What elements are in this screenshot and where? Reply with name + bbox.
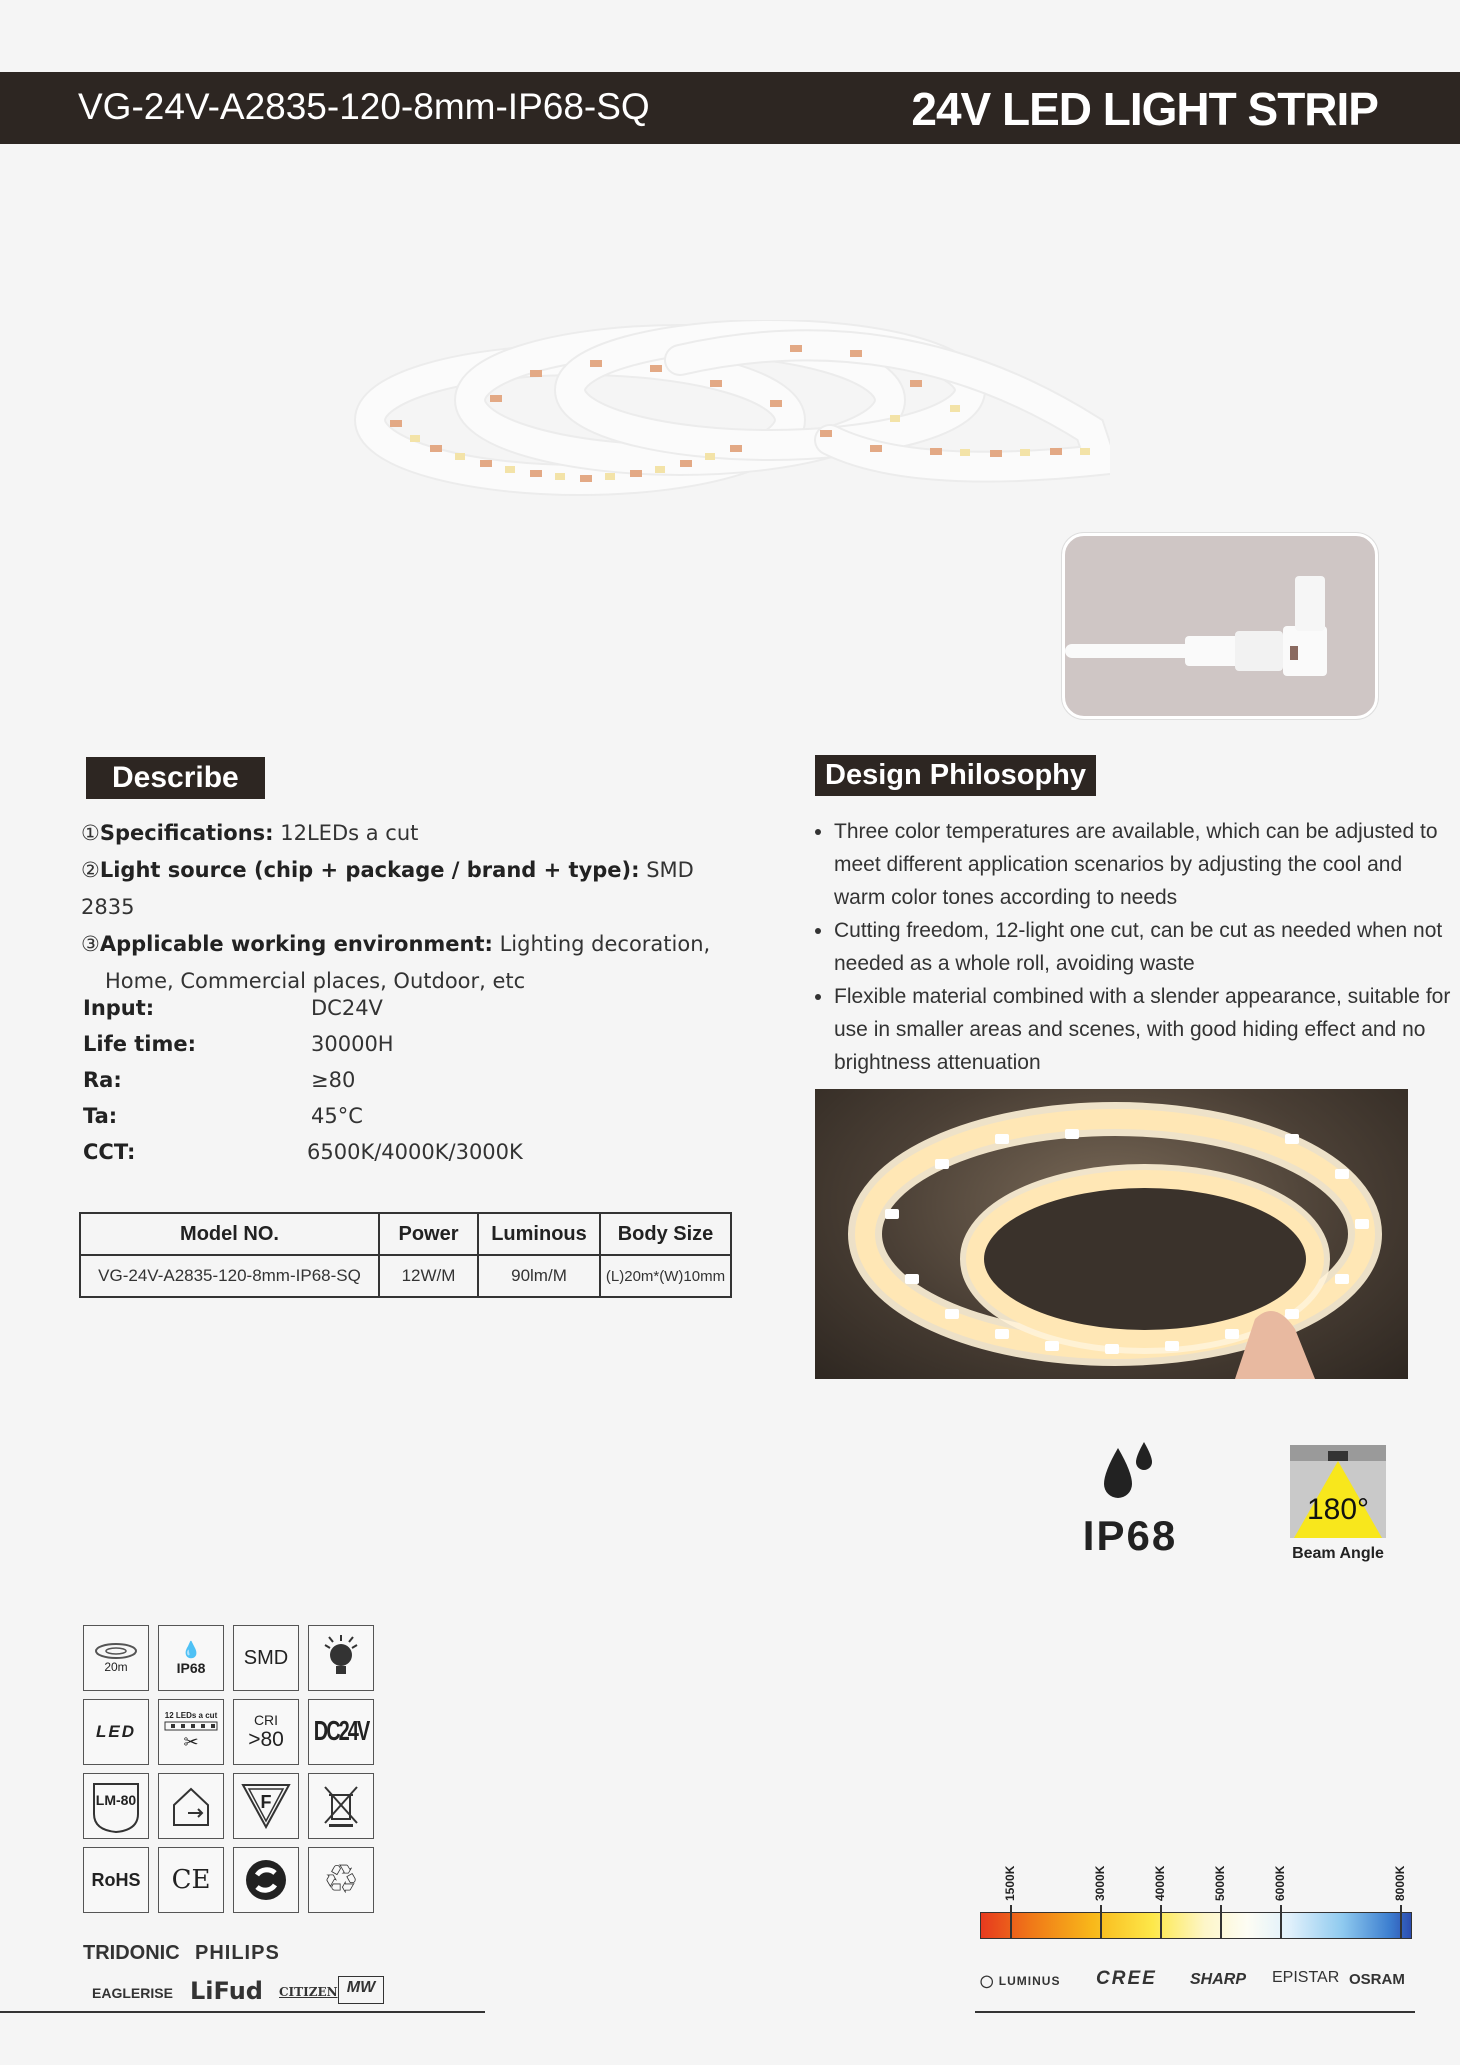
ip68-rating-badge [1060,1440,1200,1570]
cct-tick-line [1010,1905,1012,1939]
weee-icon [308,1773,374,1839]
brand-meanwell: MW [338,1976,384,2004]
connector-inset-image [1062,533,1378,719]
beam-angle-badge [1290,1445,1386,1565]
ce-icon: CE [158,1847,224,1913]
spec-row-lifetime: Life time: 30000H [83,1032,394,1056]
design-bullet: • Three color temperatures are available, which can be adjusted to meet different application scenarios by adjusting the cool and warm color tones according to needs [834,815,1454,914]
rohs-icon: RoHS [83,1847,149,1913]
footer-rule-left [0,2011,485,2013]
cct-tick-line [1160,1905,1162,1939]
cct-tick-line [1400,1905,1402,1939]
table-cell: 90lm/M [478,1255,600,1297]
brand-sharp: SHARP [1190,1971,1247,1988]
led-brand-logos [980,1968,1420,1998]
beam-angle-value: 180° [1306,1493,1370,1526]
smd-icon: SMD [233,1625,299,1691]
luminus-logo-icon: ◯ [980,1974,995,1988]
table-header-cell: Body Size [600,1213,731,1255]
cct-tick-group [980,1855,1412,1945]
design-bullet: • Flexible material combined with a slender appearance, suitable for use in smaller areas and scenes, with good hiding effect and no brightness attenuation [834,980,1454,1079]
describe-item: ①Specifications: 12LEDs a cut [81,821,419,845]
brand-eaglerise: EAGLERISE [92,1985,173,2001]
roll-length-icon: 20m [83,1625,149,1691]
brand-philips: PHILIPS [195,1942,280,1964]
cut-icon: 12 LEDs a cut ✂ [158,1699,224,1765]
describe-item: ②Light source (chip + package / brand + type): SMD 2835 [81,858,694,919]
table-header-cell: Power [379,1213,478,1255]
beam-angle-label: Beam Angle [1292,1545,1384,1562]
header-product-title: 24V LED LIGHT STRIP [911,83,1378,135]
brand-citizen: CITIZEN [279,1985,338,1999]
lit-strip-photo [815,1089,1408,1379]
design-bullet-list [808,815,1454,1079]
describe-list [81,815,721,1000]
ip68-icon: 💧 IP68 [158,1625,224,1691]
cct-tick-label: 8000K [1393,1865,1407,1901]
brand-osram: OSRAM [1349,1971,1405,1988]
table-row [80,1255,731,1297]
footer-rule-right [975,2011,1415,2013]
cct-tick-label: 1500K [1003,1865,1017,1901]
cct-tick-label: 6000K [1273,1865,1287,1901]
cct-tick-line [1220,1905,1222,1939]
led-strip-coil-image [350,320,1110,520]
brand-luminus: ◯ LUMINUS [980,1974,1061,1988]
table-cell: (L)20m*(W)10mm [600,1255,731,1297]
describe-title: Describe [86,757,265,799]
spec-row-ra: Ra: ≥80 [83,1068,356,1092]
cct-tick-label: 3000K [1093,1865,1107,1901]
brand-lifud: LiFud [190,1977,263,2005]
describe-continuation: Home, Commercial places, Outdoor, etc [105,969,526,993]
cct-tick-label: 5000K [1213,1865,1227,1901]
indoor-icon [158,1773,224,1839]
spec-row-input: Input: DC24V [83,996,383,1020]
lm80-icon: LM-80 [83,1773,149,1839]
cct-color-scale [980,1855,1412,1945]
dc24v-icon: DC24V [308,1699,374,1765]
green-dot-icon [233,1847,299,1913]
spec-row-ta: Ta: 45°C [83,1104,363,1128]
cct-tick-line [1100,1905,1102,1939]
design-bullet: • Cutting freedom, 12-light one cut, can be cut as needed when not needed as a whole roll, avoiding waste [834,914,1454,980]
brand-cree: CREE [1096,1968,1157,1989]
design-philosophy-title: Design Philosophy [815,755,1096,796]
table-cell: VG-24V-A2835-120-8mm-IP68-SQ [80,1255,379,1297]
table-header-cell: Luminous [478,1213,600,1255]
header-model-number: VG-24V-A2835-120-8mm-IP68-SQ [78,86,650,127]
brand-epistar: EPISTAR [1272,1969,1340,1986]
model-table [79,1212,732,1298]
scissors-icon: ✂ [183,1732,199,1752]
led-icon: LED [83,1699,149,1765]
describe-item: ③Applicable working environment: Lighting decoration, [81,932,711,956]
table-cell: 12W/M [379,1255,478,1297]
f-mark-icon: F [233,1773,299,1839]
header-bar [0,72,1460,144]
ip68-label: IP68 [1082,1512,1178,1559]
chip-brand-logos [83,1942,483,2007]
table-header-row [80,1213,731,1255]
brand-tridonic: TRIDONIC [83,1942,180,1964]
cri-icon: CRI >80 [233,1699,299,1765]
bulb-icon [308,1625,374,1691]
spec-row-cct: CCT: 6500K/4000K/3000K [83,1140,523,1164]
cct-tick-label: 4000K [1153,1865,1167,1901]
water-drops-icon [1098,1440,1158,1505]
recycle-icon: ♲ [308,1847,374,1913]
table-header-cell: Model NO. [80,1213,379,1255]
cct-tick-line [1280,1905,1282,1939]
